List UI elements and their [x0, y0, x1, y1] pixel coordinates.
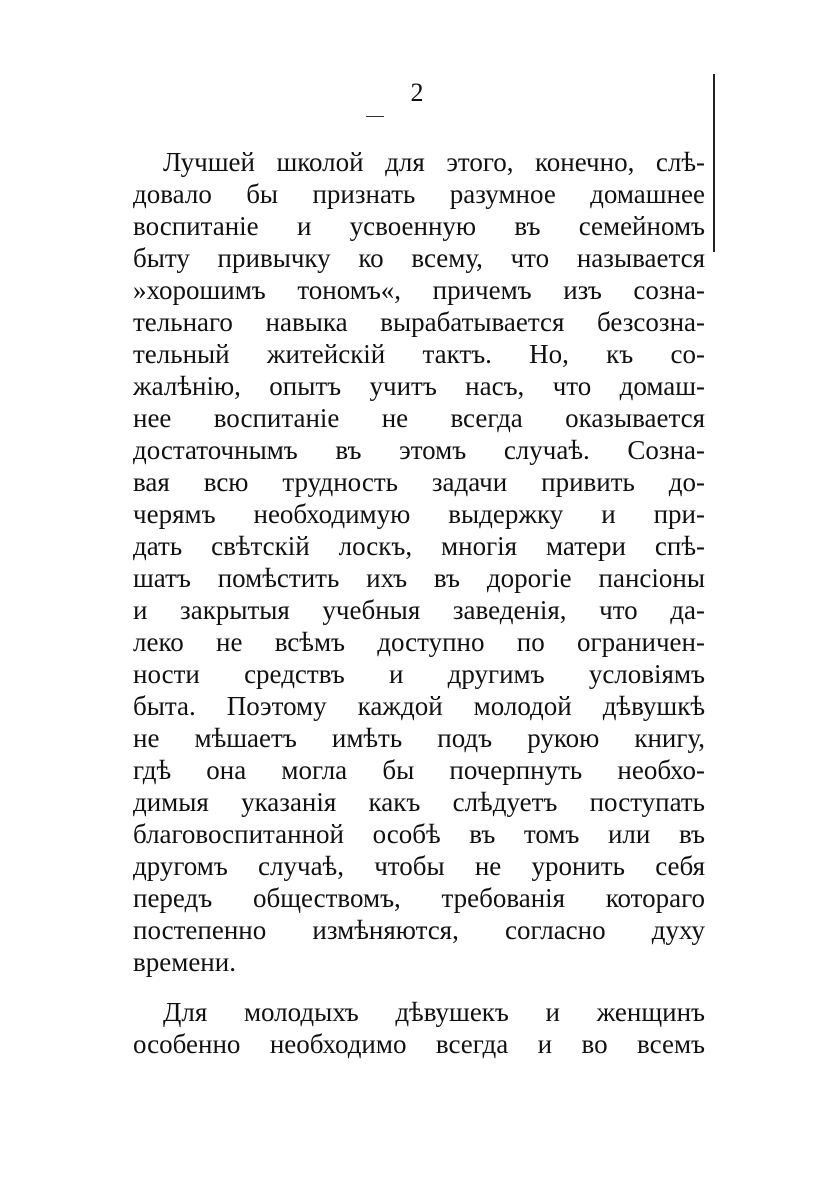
text-line: черямъ необходимую выдержку и при-	[133, 499, 705, 529]
text-line: вая всю трудность задачи привить до-	[133, 467, 705, 497]
text-line: особенно необходимо всегда и во всемъ	[133, 1029, 705, 1059]
text-line: дать свѣтскій лоскъ, многія матери спѣ-	[133, 531, 705, 561]
paragraph	[133, 996, 705, 1060]
text-line: гдѣ она могла бы почерпнуть необхо-	[133, 755, 705, 785]
text-line: леко не всѣмъ доступно по ограничен-	[133, 627, 705, 657]
text-line: не мѣшаетъ имѣть подъ рукою книгу,	[133, 723, 705, 753]
text-line: воспитаніе и усвоенную въ семейномъ	[133, 211, 705, 241]
text-line: постепенно измѣняются, согласно духу	[133, 915, 705, 945]
text-line: быта. Поэтому каждой молодой дѣвушкѣ	[133, 691, 705, 721]
text-line: благовоспитанной особѣ въ томъ или въ	[133, 819, 705, 849]
margin-rule	[713, 74, 715, 252]
small-dash-mark	[366, 116, 384, 117]
text-line: шатъ помѣстить ихъ въ дорогіе пансіоны	[133, 563, 705, 593]
text-line: тельный житейскій тактъ. Но, къ со-	[133, 339, 705, 369]
paragraph	[133, 146, 705, 978]
text-line: времени.	[133, 947, 236, 977]
text-line: ности средствъ и другимъ условіямъ	[133, 659, 705, 689]
text-line: »хорошимъ тономъ«, причемъ изъ созна-	[133, 275, 705, 305]
text-line: жалѣнію, опытъ учитъ насъ, что домаш-	[133, 371, 705, 401]
text-line: димыя указанія какъ слѣдуетъ поступать	[133, 787, 705, 817]
paragraph-gap	[133, 978, 705, 996]
text-line: Лучшей школой для этого, конечно, слѣ-	[163, 147, 705, 177]
text-line: нее воспитаніе не всегда оказывается	[133, 403, 705, 433]
page-number: 2	[410, 78, 424, 107]
text-line: и закрытыя учебныя заведенія, что да-	[133, 595, 705, 625]
text-line: передъ обществомъ, требованія котораго	[133, 883, 705, 913]
text-line: Для молодыхъ дѣвушекъ и женщинъ	[163, 997, 705, 1027]
text-line: быту привычку ко всему, что называется	[133, 243, 705, 273]
text-line: довало бы признать разумное домашнее	[133, 179, 705, 209]
text-line: другомъ случаѣ, чтобы не уронить себя	[133, 851, 705, 881]
body-text	[133, 146, 705, 1060]
text-line: тельнаго навыка вырабатывается безсозна-	[133, 307, 705, 337]
text-line: достаточнымъ въ этомъ случаѣ. Созна-	[133, 435, 705, 465]
